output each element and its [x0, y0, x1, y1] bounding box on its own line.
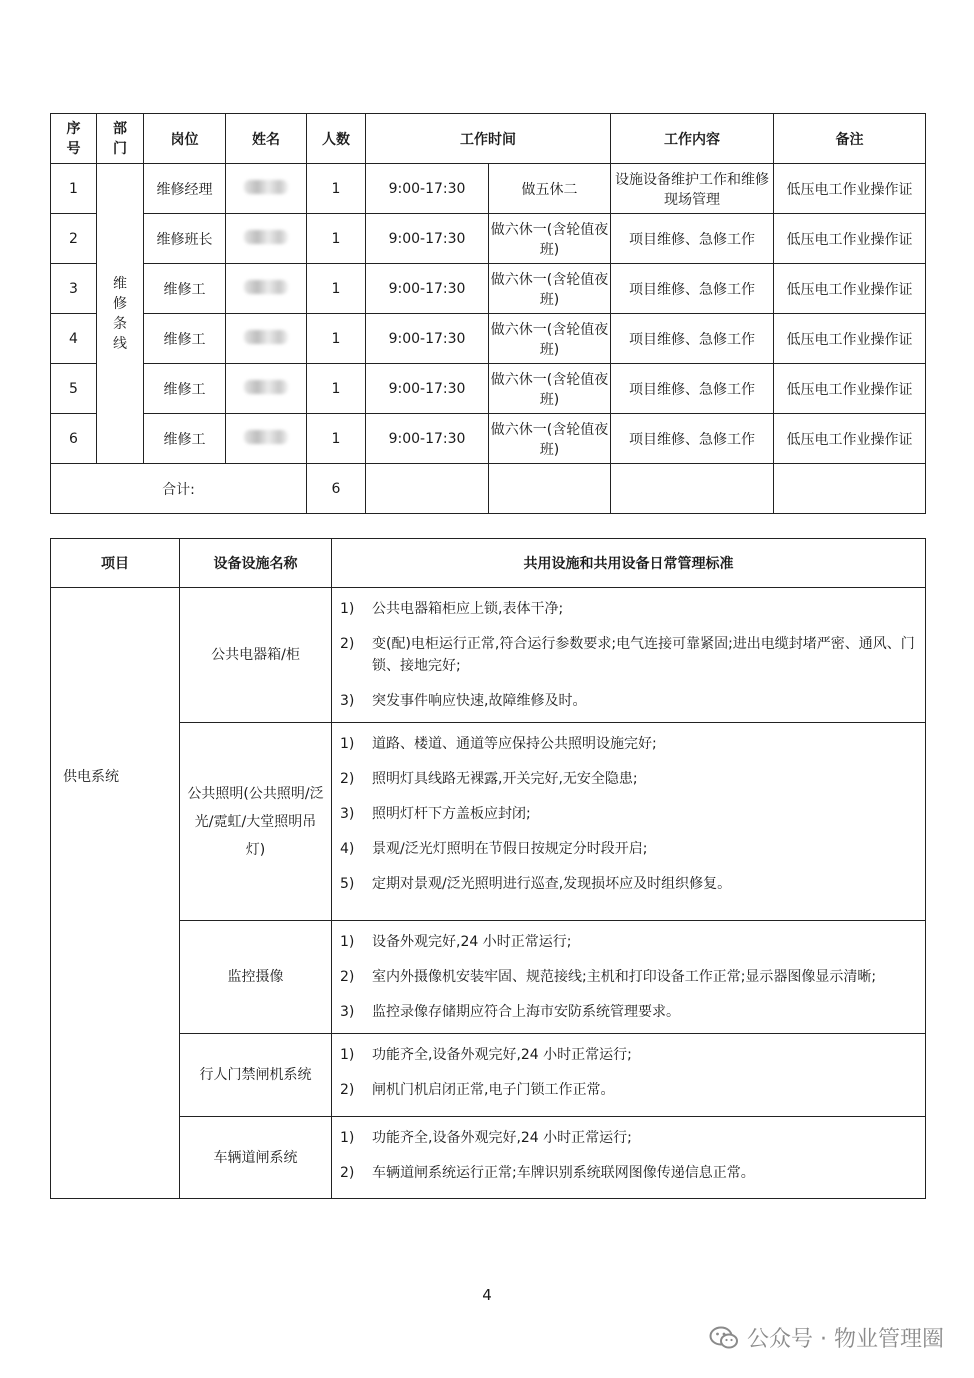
list-item	[340, 966, 917, 988]
list-item-number: 3)	[340, 693, 355, 709]
list-item-text: 道路、楼道、通道等应保持公共照明设施完好;	[372, 736, 657, 752]
header-work-content: 工作内容	[611, 114, 774, 164]
cell-time: 9:00-17:30	[366, 414, 489, 464]
header-seq-label: 序号	[66, 120, 81, 157]
cell-count: 1	[307, 314, 366, 364]
empty-cell	[611, 464, 774, 514]
list-item-text: 公共电器箱柜应上锁,表体干净;	[372, 601, 564, 617]
page-number: 4	[482, 1286, 492, 1304]
list-item-text: 照明灯具线路无裸露,开关完好,无安全隐患;	[372, 771, 638, 787]
empty-cell	[774, 464, 926, 514]
cell-remark: 低压电工作业操作证	[774, 164, 926, 214]
cell-standard	[332, 588, 926, 723]
list-item-number: 1)	[340, 736, 355, 752]
list-item-text: 车辆道闸系统运行正常;车牌识别系统联网图像传递信息正常。	[372, 1165, 755, 1181]
cell-facility: 行人门禁闸机系统	[180, 1034, 332, 1117]
header-seq	[51, 114, 97, 164]
cell-remark: 低压电工作业操作证	[774, 264, 926, 314]
list-item-number: 5)	[340, 876, 355, 892]
list-item	[340, 1044, 917, 1066]
cell-count: 1	[307, 414, 366, 464]
header-dept-label: 部门	[113, 120, 127, 157]
cell-seq: 1	[51, 164, 97, 214]
table-row	[51, 414, 926, 464]
cell-content: 项目维修、急修工作	[611, 214, 774, 264]
list-item-number: 4)	[340, 841, 355, 857]
list-item	[340, 690, 917, 712]
watermark	[709, 1322, 944, 1353]
table-row	[51, 364, 926, 414]
staff-table	[50, 113, 926, 514]
wechat-icon	[709, 1325, 739, 1351]
list-item-number: 1)	[340, 1130, 355, 1146]
cell-shift: 做六休一(含轮值夜班)	[489, 214, 611, 264]
table-row	[51, 164, 926, 214]
standards-header-row	[51, 539, 926, 588]
cell-facility: 公共照明(公共照明/泛光/霓虹/大堂照明吊灯)	[180, 723, 332, 921]
header-item: 项目	[51, 539, 180, 588]
redacted-name	[244, 180, 288, 194]
total-count: 6	[307, 464, 366, 514]
header-standard: 共用设施和共用设备日常管理标准	[332, 539, 926, 588]
list-item	[340, 768, 917, 790]
cell-name	[226, 214, 307, 264]
cell-seq: 2	[51, 214, 97, 264]
cell-shift: 做六休一(含轮值夜班)	[489, 414, 611, 464]
list-item-number: 2)	[340, 1082, 355, 1098]
watermark-text: 公众号 · 物业管理圈	[747, 1327, 944, 1352]
cell-name	[226, 264, 307, 314]
table-row	[51, 214, 926, 264]
header-post: 岗位	[144, 114, 226, 164]
header-remark: 备注	[774, 114, 926, 164]
list-item	[340, 803, 917, 825]
cell-count: 1	[307, 264, 366, 314]
list-item	[340, 873, 917, 895]
cell-standard	[332, 1034, 926, 1117]
cell-content: 设施设备维护工作和维修现场管理	[611, 164, 774, 214]
redacted-name	[244, 330, 288, 344]
list-item	[340, 838, 917, 860]
cell-name	[226, 164, 307, 214]
cell-content: 项目维修、急修工作	[611, 314, 774, 364]
cell-post: 维修工	[144, 314, 226, 364]
cell-count: 1	[307, 214, 366, 264]
cell-shift: 做六休一(含轮值夜班)	[489, 364, 611, 414]
table-row	[51, 264, 926, 314]
cell-shift: 做六休一(含轮值夜班)	[489, 264, 611, 314]
cell-content: 项目维修、急修工作	[611, 264, 774, 314]
list-item	[340, 598, 917, 620]
cell-standard	[332, 921, 926, 1034]
header-dept	[97, 114, 144, 164]
cell-shift: 做六休一(含轮值夜班)	[489, 314, 611, 364]
cell-count: 1	[307, 164, 366, 214]
total-label: 合计:	[51, 464, 307, 514]
cell-seq: 4	[51, 314, 97, 364]
list-item-number: 2)	[340, 636, 355, 652]
redacted-name	[244, 380, 288, 394]
standards-table	[50, 538, 926, 1199]
cell-facility: 监控摄像	[180, 921, 332, 1034]
cell-facility: 车辆道闸系统	[180, 1117, 332, 1199]
list-item-number: 2)	[340, 771, 355, 787]
list-item-text: 室内外摄像机安装牢固、规范接线;主机和打印设备工作正常;显示器图像显示清晰;	[372, 969, 877, 985]
list-item-text: 景观/泛光灯照明在节假日按规定分时段开启;	[372, 841, 648, 857]
list-item	[340, 633, 917, 677]
table-row	[51, 1117, 926, 1199]
list-item-text: 定期对景观/泛光照明进行巡查,发现损坏应及时组织修复。	[372, 876, 732, 892]
list-item-number: 2)	[340, 969, 355, 985]
list-item	[340, 1079, 917, 1101]
list-item-text: 照明灯杆下方盖板应封闭;	[372, 806, 531, 822]
cell-post: 维修工	[144, 414, 226, 464]
cell-shift: 做五休二	[489, 164, 611, 214]
table-row	[51, 921, 926, 1034]
list-item-text: 闸机门机启闭正常,电子门锁工作正常。	[372, 1082, 615, 1098]
cell-seq: 6	[51, 414, 97, 464]
empty-cell	[366, 464, 489, 514]
department-label: 维修条线	[113, 275, 127, 352]
list-item-text: 变(配)电柜运行正常,符合运行参数要求;电气连接可靠紧固;进出电缆封堵严密、通风、门锁、接地完好;	[372, 636, 915, 674]
table-row	[51, 588, 926, 723]
total-row	[51, 464, 926, 514]
cell-facility: 公共电器箱/柜	[180, 588, 332, 723]
list-item-number: 1)	[340, 1047, 355, 1063]
header-facility: 设备设施名称	[180, 539, 332, 588]
cell-content: 项目维修、急修工作	[611, 414, 774, 464]
cell-time: 9:00-17:30	[366, 214, 489, 264]
cell-name	[226, 364, 307, 414]
cell-remark: 低压电工作业操作证	[774, 314, 926, 364]
cell-content: 项目维修、急修工作	[611, 364, 774, 414]
list-item-text: 设备外观完好,24 小时正常运行;	[372, 934, 572, 950]
redacted-name	[244, 280, 288, 294]
list-item	[340, 1001, 917, 1023]
cell-time: 9:00-17:30	[366, 314, 489, 364]
cell-time: 9:00-17:30	[366, 364, 489, 414]
list-item-number: 1)	[340, 934, 355, 950]
list-item	[340, 1127, 917, 1149]
list-item	[340, 1162, 917, 1184]
cell-time: 9:00-17:30	[366, 264, 489, 314]
cell-post: 维修工	[144, 264, 226, 314]
list-item-number: 1)	[340, 601, 355, 617]
cell-count: 1	[307, 364, 366, 414]
cell-remark: 低压电工作业操作证	[774, 214, 926, 264]
header-work-time: 工作时间	[366, 114, 611, 164]
list-item-number: 3)	[340, 1004, 355, 1020]
list-item-text: 监控录像存储期应符合上海市安防系统管理要求。	[372, 1004, 680, 1020]
list-item-number: 3)	[340, 806, 355, 822]
empty-cell	[489, 464, 611, 514]
list-item	[340, 733, 917, 755]
list-item-text: 突发事件响应快速,故障维修及时。	[372, 693, 587, 709]
cell-post: 维修班长	[144, 214, 226, 264]
table-row	[51, 314, 926, 364]
header-name: 姓名	[226, 114, 307, 164]
cell-item: 供电系统	[51, 588, 180, 1199]
table-row	[51, 723, 926, 921]
cell-standard	[332, 1117, 926, 1199]
table-row	[51, 1034, 926, 1117]
cell-post: 维修经理	[144, 164, 226, 214]
redacted-name	[244, 230, 288, 244]
cell-department	[97, 164, 144, 464]
cell-seq: 3	[51, 264, 97, 314]
staff-header-row	[51, 114, 926, 164]
cell-post: 维修工	[144, 364, 226, 414]
list-item-text: 功能齐全,设备外观完好,24 小时正常运行;	[372, 1130, 632, 1146]
redacted-name	[244, 430, 288, 444]
list-item-number: 2)	[340, 1165, 355, 1181]
cell-time: 9:00-17:30	[366, 164, 489, 214]
cell-standard	[332, 723, 926, 921]
list-item-text: 功能齐全,设备外观完好,24 小时正常运行;	[372, 1047, 632, 1063]
cell-seq: 5	[51, 364, 97, 414]
list-item	[340, 931, 917, 953]
cell-name	[226, 314, 307, 364]
cell-name	[226, 414, 307, 464]
cell-remark: 低压电工作业操作证	[774, 414, 926, 464]
cell-remark: 低压电工作业操作证	[774, 364, 926, 414]
header-count: 人数	[307, 114, 366, 164]
